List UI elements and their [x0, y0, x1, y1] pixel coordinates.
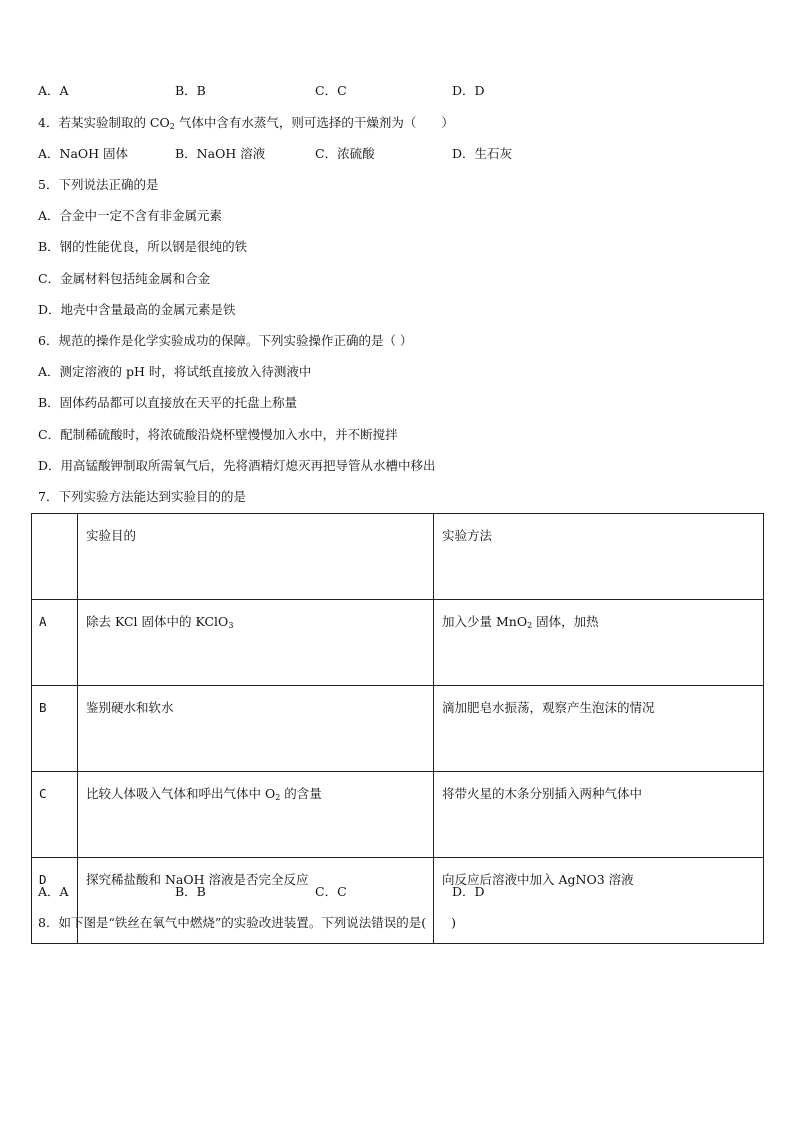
row-method-cell: 向反应后溶液中加入 AgNO3 溶液	[434, 858, 764, 944]
row-goal-cell: 比较人体吸入气体和呼出气体中 $O_2$ 的含量	[78, 772, 434, 858]
q6-option-b: B．固体药品都可以直接放在天平的托盘上称量	[38, 395, 298, 410]
q4-option-b: B．NaOH 溶液	[175, 146, 266, 161]
q5-option-a: A．合金中一定不含有非金属元素	[38, 208, 223, 223]
q3-option-c: C．C	[315, 83, 347, 98]
row-method-cell: 滴加肥皂水振荡，观察产生泡沫的情况	[434, 686, 764, 772]
row-goal-cell: 探究稀盐酸和 NaOH 溶液是否完全反应	[78, 858, 434, 944]
q6-stem: 6．规范的操作是化学实验成功的保障。下列实验操作正确的是（ ）	[38, 333, 413, 348]
row-method-cell: 将带火星的木条分别插入两种气体中	[434, 772, 764, 858]
q5-option-b: B．钢的性能优良，所以钢是很纯的铁	[38, 239, 248, 254]
q3-options	[38, 83, 598, 99]
q4-option-c: C．浓硫酸	[315, 146, 375, 161]
q4-stem: 4．若某实验制取的 $CO_2$ 气体中含有水蒸气，则可选择的干燥剂为（ ）	[38, 115, 454, 131]
q3-option-b: B．B	[175, 83, 206, 98]
q4-options	[38, 146, 598, 162]
row-id-cell: D	[32, 858, 78, 944]
table-row	[32, 686, 764, 772]
q7-experiment-table	[31, 513, 764, 944]
row-goal-cell: 鉴别硬水和软水	[78, 686, 434, 772]
q6-option-c: C．配制稀硫酸时，将浓硫酸沿烧杯壁慢慢加入水中，并不断搅拌	[38, 427, 398, 442]
table-header-row	[32, 514, 764, 600]
row-goal-cell: 除去 KCl 固体中的 KClO$_3$	[78, 600, 434, 686]
q8-stem: 8．如下图是“铁丝在氧气中燃烧”的实验改进装置。下列说法错误的是( )	[38, 915, 456, 930]
header-id-cell	[32, 514, 78, 600]
table-row	[32, 772, 764, 858]
row-id-cell: B	[32, 686, 78, 772]
q4-option-a: A．NaOH 固体	[38, 146, 129, 161]
q7-option-c: C．C	[315, 884, 347, 899]
header-goal-cell: 实验目的	[78, 514, 434, 600]
row-id-cell: A	[32, 600, 78, 686]
q7-option-b: B．B	[175, 884, 206, 899]
q7-options	[38, 884, 598, 900]
q5-option-c: C．金属材料包括纯金属和合金	[38, 271, 211, 286]
q7-option-d: D．D	[452, 884, 485, 899]
q3-option-d: D．D	[452, 83, 485, 98]
q5-stem: 5．下列说法正确的是	[38, 177, 159, 192]
q3-option-a: A．A	[38, 83, 69, 98]
header-method-cell: 实验方法	[434, 514, 764, 600]
q7-stem: 7．下列实验方法能达到实验目的的是	[38, 489, 246, 504]
q6-option-a: A．测定溶液的 pH 时，将试纸直接放入待测液中	[38, 364, 312, 379]
q6-option-d: D．用高锰酸钾制取所需氧气后，先将酒精灯熄灭再把导管从水槽中移出	[38, 458, 436, 473]
q4-option-d: D．生石灰	[452, 146, 513, 161]
q5-option-d: D．地壳中含量最高的金属元素是铁	[38, 302, 236, 317]
q7-option-a: A．A	[38, 884, 69, 899]
row-id-cell: C	[32, 772, 78, 858]
row-method-cell: 加入少量 MnO$_2$ 固体，加热	[434, 600, 764, 686]
table-row	[32, 600, 764, 686]
